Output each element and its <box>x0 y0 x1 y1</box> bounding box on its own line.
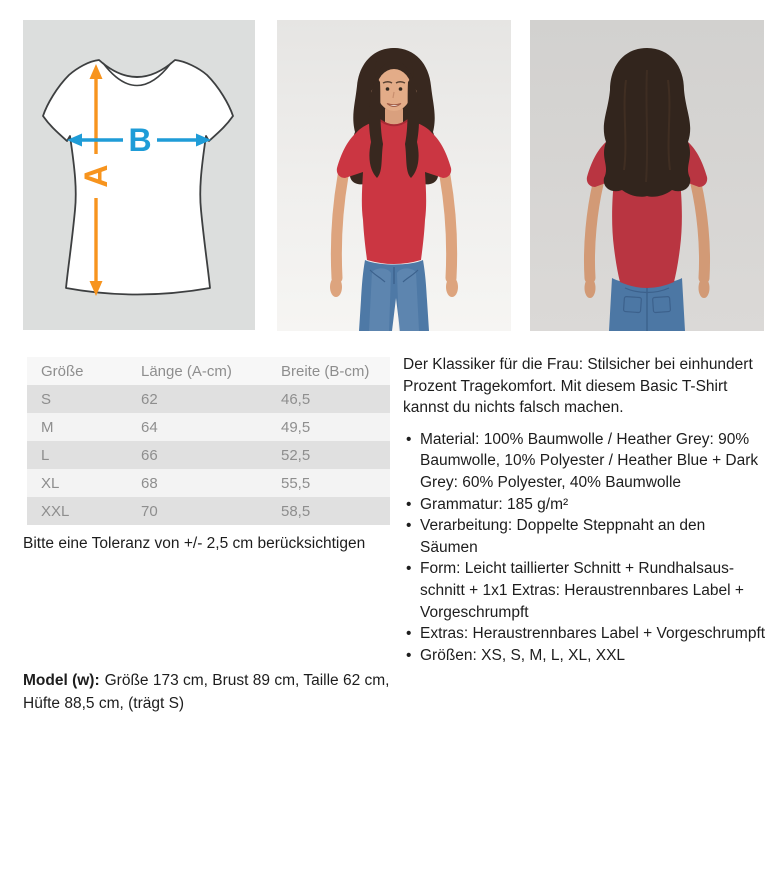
feature-item-material: • Material: 100% Baumwolle / Heather Grey: 90% Baumwolle, 10% Polyester / Heather Blue + Dark Grey: 60% Polyester, 40% Baumwolle <box>403 429 767 494</box>
cell-width: 49,5 <box>281 418 311 436</box>
table-row <box>27 469 390 497</box>
column-header-length: Länge (A-cm) <box>141 362 232 380</box>
cell-length: 70 <box>141 502 158 520</box>
description-intro: Der Klassiker für die Frau: Stilsicher bei einhundert Prozent Tragekomfort. Mit diesem Basic T-Shirt kannst du nichts falsch machen. <box>403 356 753 417</box>
model-back-photo <box>530 20 764 331</box>
tolerance-note: Bitte eine Toleranz von +/- 2,5 cm berücksichtigen <box>23 535 366 552</box>
feature-item-form: • Form: Leicht taillierter Schnitt + Rundhalsausschnitt + 1x1 Extras: Heraustrennbares Label + Vorgeschrumpft <box>403 558 767 623</box>
table-row <box>27 413 390 441</box>
cell-width: 46,5 <box>281 390 311 408</box>
feature-item-groessen: • Größen: XS, S, M, L, XL, XXL <box>403 645 767 667</box>
eye-right <box>399 87 403 91</box>
column-header-width: Breite (B-cm) <box>281 362 370 380</box>
model-front-photo <box>277 20 511 331</box>
hair-highlight-1 <box>624 80 626 170</box>
product-description <box>403 354 767 666</box>
feature-item-extras: • Extras: Heraustrennbares Label + Vorgeschrumpft <box>403 623 767 645</box>
cell-length: 64 <box>141 418 158 436</box>
hand-left <box>585 278 596 298</box>
model-back-graphic <box>530 20 764 331</box>
model-note-text: Größe 173 cm, Brust 89 cm, Taille 62 cm, Hüfte 88,5 cm, (trägt S) <box>23 672 390 712</box>
table-row <box>27 497 390 525</box>
cell-length: 66 <box>141 446 158 464</box>
hair-highlight-3 <box>668 80 670 170</box>
hair-highlight-2 <box>646 70 647 182</box>
size-table <box>27 357 390 525</box>
table-row <box>27 385 390 413</box>
cell-size: XL <box>41 474 60 492</box>
cell-size: L <box>41 446 50 464</box>
cell-width: 58,5 <box>281 502 311 520</box>
cell-size: XXL <box>41 502 70 520</box>
size-diagram <box>23 20 255 330</box>
hand-right <box>699 278 710 298</box>
cell-size: M <box>41 418 54 436</box>
column-header-size: Größe <box>41 362 84 380</box>
cell-length: 62 <box>141 390 158 408</box>
model-note-label: Model (w): <box>23 672 100 689</box>
measure-label-b: B <box>128 122 152 158</box>
hand-left <box>330 277 342 297</box>
cell-length: 68 <box>141 474 158 492</box>
feature-item-verarbeitung: • Verarbeitung: Doppelte Steppnaht an den Säumen <box>403 515 767 558</box>
feature-list <box>403 429 767 667</box>
hand-right <box>446 277 458 297</box>
cell-size: S <box>41 390 52 408</box>
measure-label-a: A <box>78 164 114 188</box>
size-diagram-graphic <box>23 20 255 330</box>
cell-width: 52,5 <box>281 446 311 464</box>
model-front-graphic <box>277 20 511 331</box>
table-row <box>27 441 390 469</box>
eye-left <box>386 87 390 91</box>
table-header-row <box>27 357 390 385</box>
feature-item-grammatur: • Grammatur: 185 g/m² <box>403 494 767 516</box>
cell-width: 55,5 <box>281 474 311 492</box>
model-note <box>23 669 408 715</box>
